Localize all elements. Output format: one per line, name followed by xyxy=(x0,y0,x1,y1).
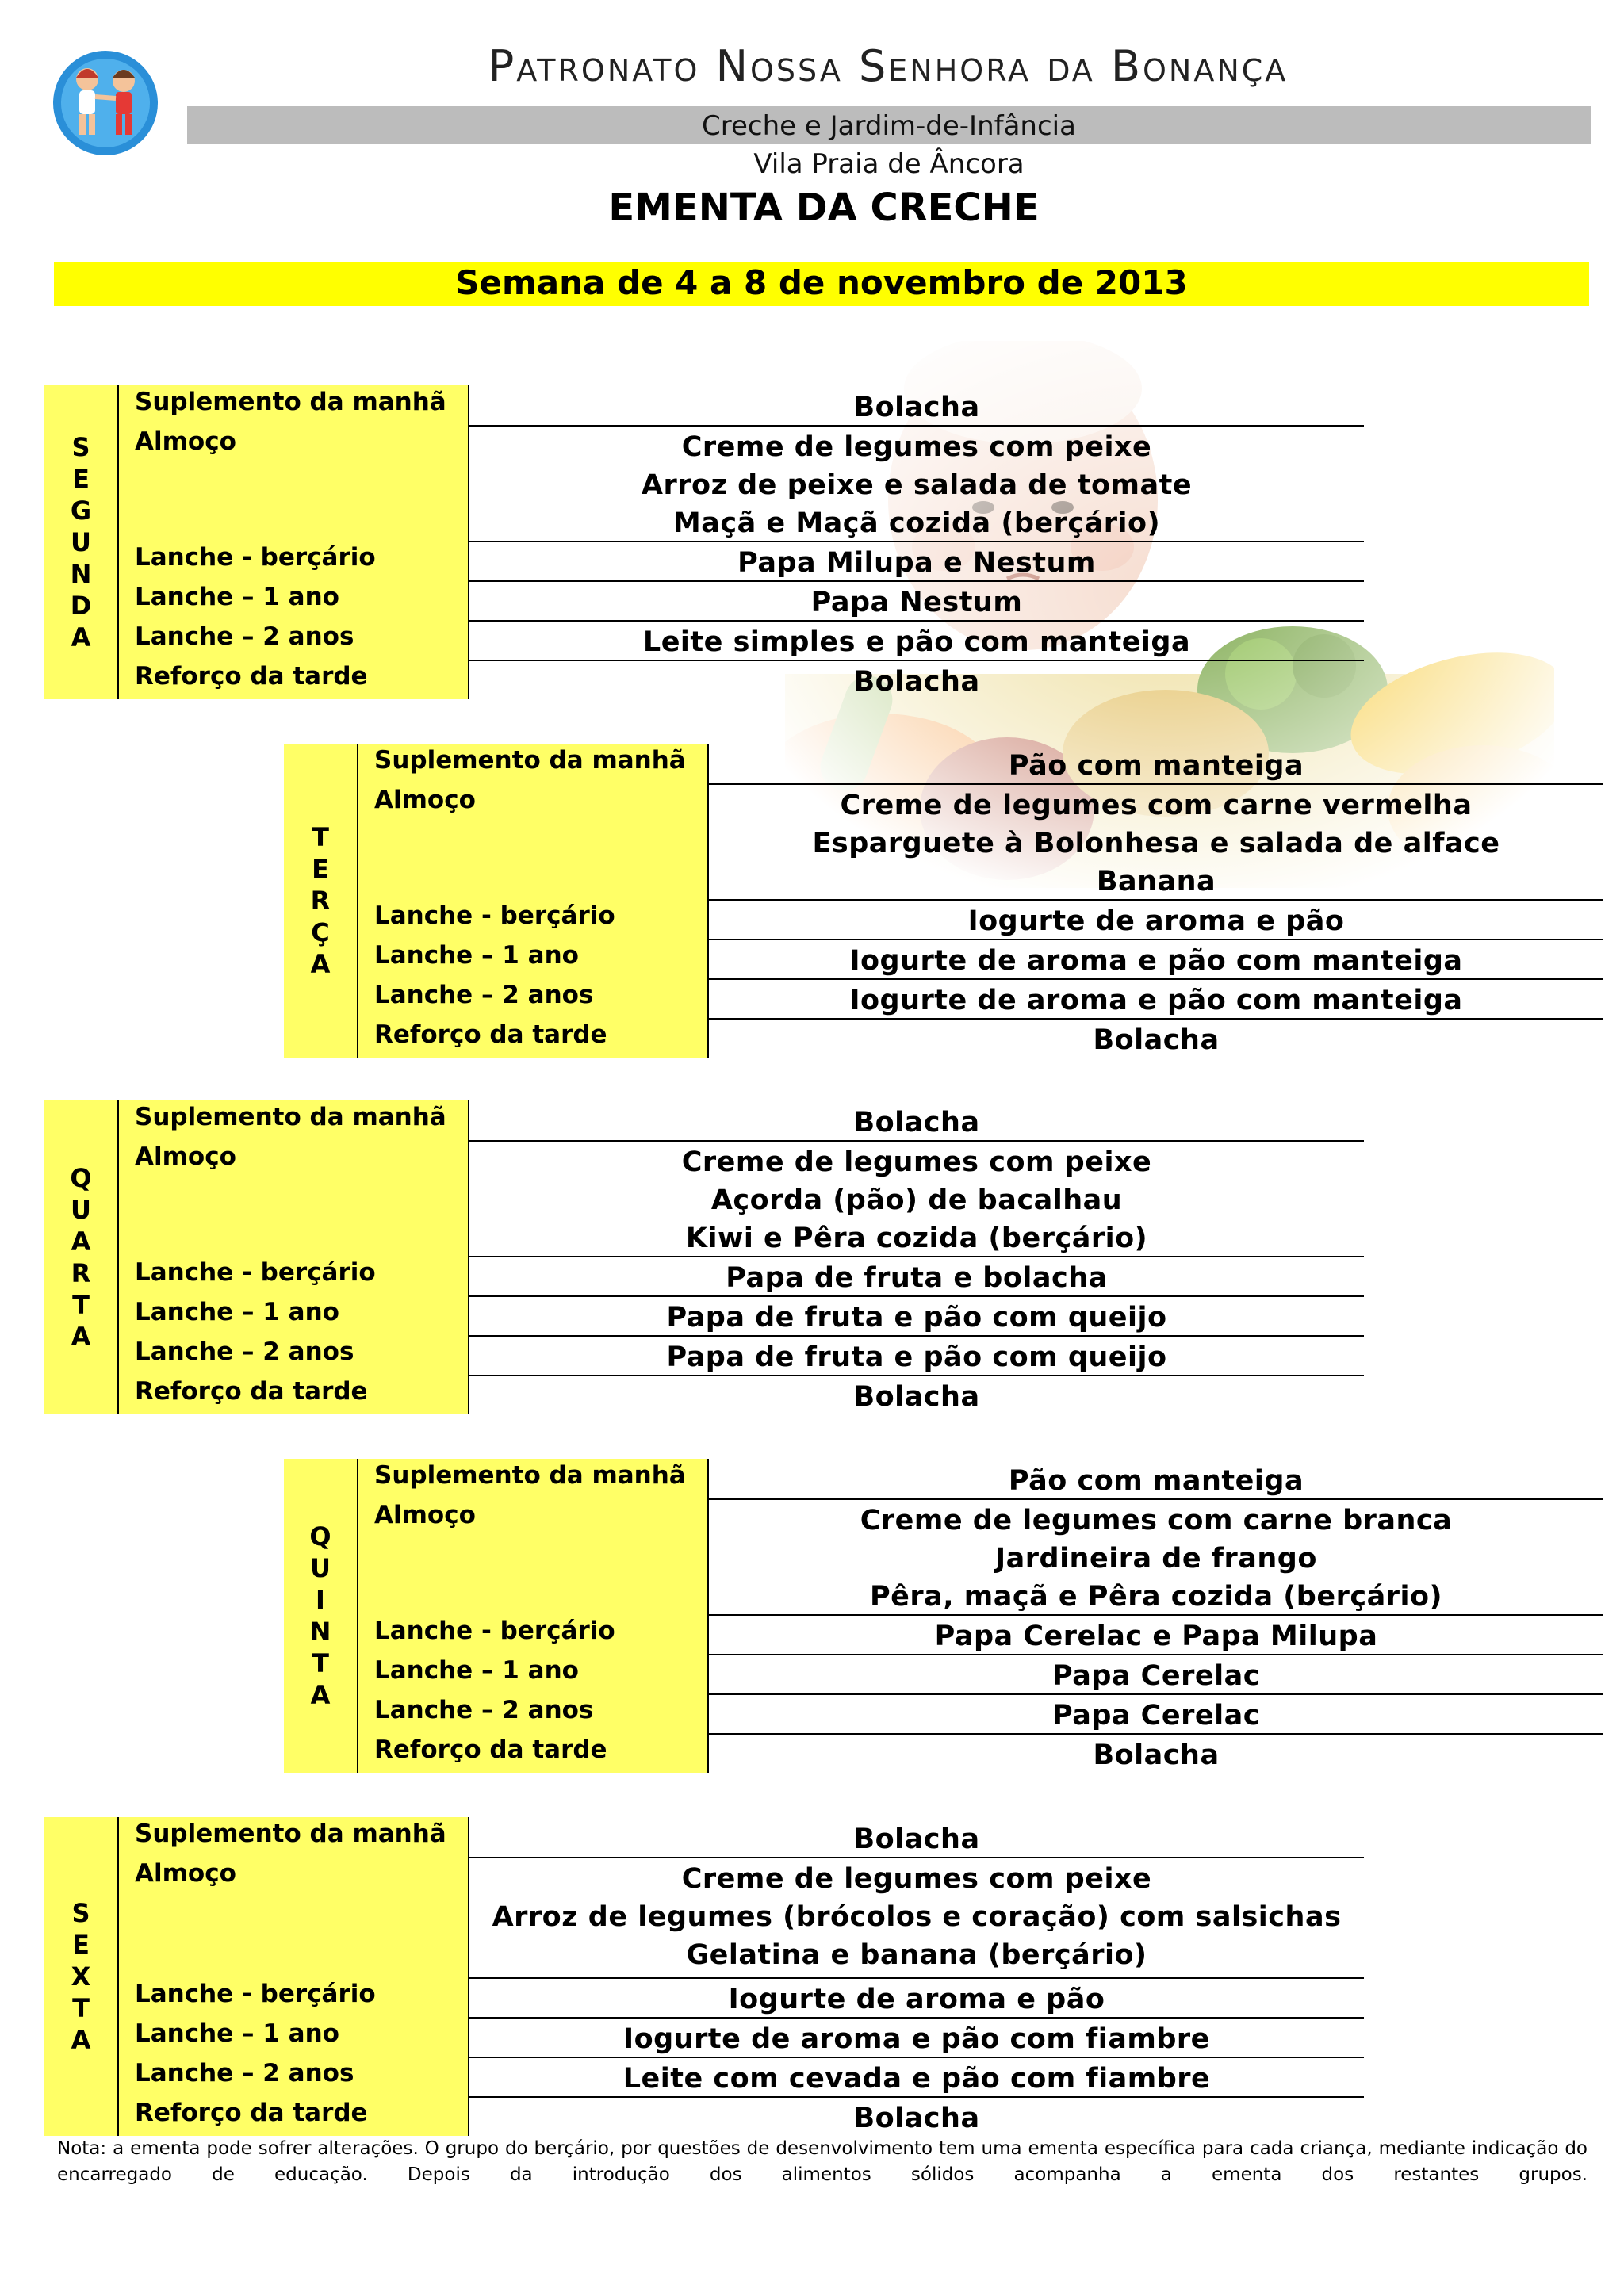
day-letter: U xyxy=(71,1195,91,1225)
label-lanche-bercario: Lanche - berçário xyxy=(374,901,615,930)
value-lanche-2-anos: Iogurte de aroma e pão com manteiga xyxy=(849,985,1463,1016)
row-divider xyxy=(709,939,1603,940)
value-lanche-bercario: Iogurte de aroma e pão xyxy=(967,905,1345,937)
label-reforco: Reforço da tarde xyxy=(374,1020,607,1049)
day-letter: E xyxy=(72,1930,90,1960)
day-letter: Q xyxy=(70,1163,92,1193)
value-almoco-1: Creme de legumes com carne branca xyxy=(860,1505,1453,1536)
value-almoco-2: Açorda (pão) de bacalhau xyxy=(710,1184,1123,1216)
value-almoco-2: Esparguete à Bolonhesa e salada de alface xyxy=(812,828,1500,859)
value-lanche-1-ano: Papa de fruta e pão com queijo xyxy=(666,1302,1167,1334)
day-letter: S xyxy=(71,432,90,462)
row-divider xyxy=(469,2017,1364,2019)
row-divider xyxy=(709,1018,1603,1020)
row-divider xyxy=(709,1733,1603,1735)
label-lanche-1-ano: Lanche – 1 ano xyxy=(374,941,579,970)
row-divider xyxy=(709,1498,1603,1500)
day-letter: T xyxy=(72,1290,90,1320)
day-letter: I xyxy=(316,1585,325,1615)
row-divider xyxy=(709,1693,1603,1695)
day-letter: E xyxy=(312,854,329,884)
meal-labels-quarta xyxy=(119,1100,469,1414)
value-lanche-2-anos: Papa Cerelac xyxy=(1052,1700,1260,1732)
value-suplemento: Bolacha xyxy=(853,392,980,423)
label-suplemento: Suplemento da manhã xyxy=(135,388,446,416)
day-letter: A xyxy=(310,1680,331,1710)
label-lanche-2-anos: Lanche – 2 anos xyxy=(374,981,594,1009)
day-block-sexta xyxy=(44,1817,1364,2136)
label-lanche-1-ano: Lanche – 1 ano xyxy=(374,1656,579,1685)
row-divider xyxy=(469,620,1364,622)
value-reforco: Bolacha xyxy=(1093,1739,1220,1771)
row-divider xyxy=(709,1654,1603,1655)
label-reforco: Reforço da tarde xyxy=(374,1735,607,1764)
row-divider xyxy=(469,425,1364,427)
meal-labels-terca xyxy=(358,744,709,1058)
day-letter: U xyxy=(310,1553,331,1583)
value-lanche-1-ano: Papa Nestum xyxy=(810,587,1023,618)
label-almoco: Almoço xyxy=(135,1142,236,1171)
row-divider xyxy=(469,660,1364,661)
label-lanche-bercario: Lanche - berçário xyxy=(135,1258,376,1287)
value-reforco: Bolacha xyxy=(853,1381,980,1413)
day-letter: S xyxy=(71,1898,90,1928)
value-reforco: Bolacha xyxy=(853,666,980,698)
row-divider xyxy=(709,783,1603,785)
day-name-quarta xyxy=(44,1100,119,1414)
week-title: Semana de 4 a 8 de novembro de 2013 xyxy=(455,263,1188,302)
value-suplemento: Bolacha xyxy=(853,1107,980,1138)
label-almoco: Almoço xyxy=(374,786,476,814)
label-almoco: Almoço xyxy=(374,1501,476,1529)
value-reforco: Bolacha xyxy=(1093,1024,1220,1056)
value-lanche-bercario: Papa Milupa e Nestum xyxy=(737,547,1096,579)
children-logo xyxy=(46,46,165,157)
row-divider xyxy=(469,1375,1364,1376)
day-letter: T xyxy=(312,1648,329,1678)
value-reforco: Bolacha xyxy=(853,2103,980,2134)
label-almoco: Almoço xyxy=(135,427,236,456)
subtitle: Creche e Jardim-de-Infância xyxy=(702,110,1076,142)
day-name-segunda xyxy=(44,385,119,699)
label-lanche-2-anos: Lanche – 2 anos xyxy=(135,622,354,651)
day-letter: G xyxy=(70,496,92,526)
row-divider xyxy=(469,1256,1364,1257)
value-almoco-2: Arroz de legumes (brócolos e coração) com salsichas xyxy=(492,1901,1342,1933)
label-lanche-bercario: Lanche - berçário xyxy=(374,1617,615,1645)
day-block-terca xyxy=(284,744,1603,1058)
label-reforco: Reforço da tarde xyxy=(135,2099,368,2127)
day-letter: X xyxy=(71,1961,91,1992)
value-almoco-1: Creme de legumes com peixe xyxy=(681,1863,1152,1895)
value-lanche-1-ano: Iogurte de aroma e pão com manteiga xyxy=(849,945,1463,977)
value-almoco-1: Creme de legumes com peixe xyxy=(681,431,1152,463)
day-letter: R xyxy=(71,1258,91,1288)
row-divider xyxy=(469,541,1364,542)
row-divider xyxy=(709,1614,1603,1616)
organization-name: Patronato Nossa Senhora da Bonança xyxy=(488,41,1289,91)
day-letter: D xyxy=(70,591,92,621)
day-letter: A xyxy=(71,1322,91,1352)
label-suplemento: Suplemento da manhã xyxy=(135,1103,446,1131)
row-divider xyxy=(469,1335,1364,1337)
row-divider xyxy=(469,2096,1364,2098)
row-divider xyxy=(469,1977,1364,1979)
menu-title: EMENTA DA CRECHE xyxy=(608,186,1040,230)
label-reforco: Reforço da tarde xyxy=(135,1377,368,1406)
day-letter: A xyxy=(310,949,331,979)
label-lanche-1-ano: Lanche – 1 ano xyxy=(135,583,339,611)
label-lanche-2-anos: Lanche – 2 anos xyxy=(135,1337,354,1366)
footnote: Nota: a ementa pode sofrer alterações. O grupo do berçário, por questões de desenvolvimento tem uma ementa específica para cada criança, mediante indicação do encarregado de educação. Depois da introdução dos alimentos sólidos acompanha a ementa dos restantes grupos. xyxy=(57,2138,1588,2185)
value-almoco-2: Arroz de peixe e salada de tomate xyxy=(641,469,1193,501)
value-lanche-bercario: Papa Cerelac e Papa Milupa xyxy=(934,1621,1378,1652)
value-almoco-1: Creme de legumes com peixe xyxy=(681,1146,1152,1178)
value-suplemento: Bolacha xyxy=(853,1823,980,1855)
day-letter: Q xyxy=(309,1521,331,1552)
value-lanche-bercario: Iogurte de aroma e pão xyxy=(728,1984,1105,2015)
value-lanche-bercario: Papa de fruta e bolacha xyxy=(726,1262,1108,1294)
meal-labels-segunda xyxy=(119,385,469,699)
label-reforco: Reforço da tarde xyxy=(135,662,368,691)
value-lanche-2-anos: Leite simples e pão com manteiga xyxy=(642,626,1191,658)
day-letter: T xyxy=(72,1993,90,2023)
value-suplemento: Pão com manteiga xyxy=(1008,750,1304,782)
label-suplemento: Suplemento da manhã xyxy=(374,1461,686,1490)
label-suplemento: Suplemento da manhã xyxy=(374,746,686,775)
value-almoco-3: Gelatina e banana (berçário) xyxy=(686,1939,1147,1971)
label-lanche-2-anos: Lanche – 2 anos xyxy=(374,1696,594,1724)
day-letter: R xyxy=(310,886,331,916)
label-suplemento: Suplemento da manhã xyxy=(135,1820,446,1848)
row-divider xyxy=(709,978,1603,980)
day-block-segunda xyxy=(44,385,1364,699)
value-lanche-2-anos: Leite com cevada e pão com fiambre xyxy=(622,2063,1211,2095)
row-divider xyxy=(469,1295,1364,1297)
value-almoco-3: Banana xyxy=(1096,866,1216,897)
row-divider xyxy=(469,1857,1364,1858)
day-letter: A xyxy=(71,622,91,652)
day-letter: N xyxy=(309,1617,331,1647)
day-letter: N xyxy=(70,559,92,589)
day-block-quinta xyxy=(284,1459,1603,1773)
day-letter: T xyxy=(312,822,329,852)
day-letter: A xyxy=(71,1226,91,1257)
day-name-quinta xyxy=(284,1459,358,1773)
row-divider xyxy=(709,899,1603,901)
day-name-terca xyxy=(284,744,358,1058)
label-lanche-bercario: Lanche - berçário xyxy=(135,543,376,572)
value-almoco-3: Pêra, maçã e Pêra cozida (berçário) xyxy=(870,1581,1442,1613)
value-lanche-2-anos: Papa de fruta e pão com queijo xyxy=(666,1341,1167,1373)
day-name-sexta xyxy=(44,1817,119,2136)
label-lanche-1-ano: Lanche – 1 ano xyxy=(135,2019,339,2048)
day-letter: A xyxy=(71,2025,91,2055)
meal-labels-sexta xyxy=(119,1817,469,2136)
location: Vila Praia de Âncora xyxy=(753,148,1025,180)
value-suplemento: Pão com manteiga xyxy=(1008,1465,1304,1497)
label-almoco: Almoço xyxy=(135,1859,236,1888)
row-divider xyxy=(469,580,1364,582)
day-letter: E xyxy=(72,464,90,494)
value-lanche-1-ano: Papa Cerelac xyxy=(1052,1660,1260,1692)
label-lanche-bercario: Lanche - berçário xyxy=(135,1980,376,2008)
value-almoco-3: Maçã e Maçã cozida (berçário) xyxy=(672,507,1161,539)
value-almoco-1: Creme de legumes com carne vermelha xyxy=(840,790,1473,821)
value-lanche-1-ano: Iogurte de aroma e pão com fiambre xyxy=(623,2023,1210,2055)
value-almoco-2: Jardineira de frango xyxy=(995,1543,1317,1575)
label-lanche-1-ano: Lanche – 1 ano xyxy=(135,1298,339,1326)
day-letter: U xyxy=(71,527,91,557)
label-lanche-2-anos: Lanche – 2 anos xyxy=(135,2059,354,2087)
day-block-quarta xyxy=(44,1100,1364,1414)
value-almoco-3: Kiwi e Pêra cozida (berçário) xyxy=(685,1223,1148,1254)
day-letter: Ç xyxy=(311,917,330,947)
row-divider xyxy=(469,2057,1364,2058)
row-divider xyxy=(469,1140,1364,1142)
meal-labels-quinta xyxy=(358,1459,709,1773)
